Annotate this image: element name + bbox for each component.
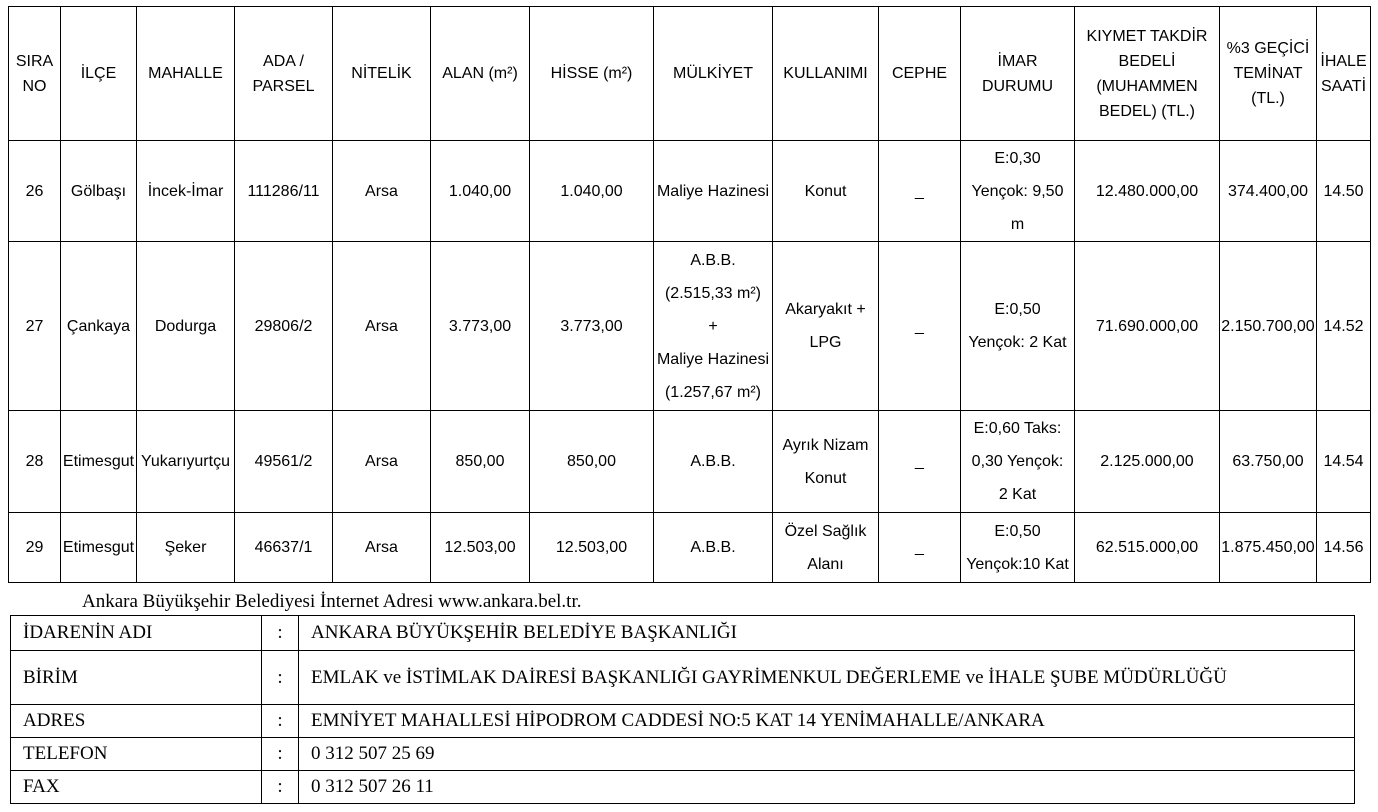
cell-hisse: 3.773,00 <box>530 242 654 411</box>
table-row <box>9 513 1371 583</box>
cell-ada-parsel: 29806/2 <box>235 242 333 411</box>
table-header-row <box>9 7 1371 141</box>
cell-imar: E:0,60 Taks: 0,30 Yençok: 2 Kat <box>961 411 1075 513</box>
cell-ada-parsel: 49561/2 <box>235 411 333 513</box>
cell-mahalle: Dodurga <box>137 242 235 411</box>
info-label: ADRES <box>11 705 262 738</box>
cell-saat: 14.52 <box>1317 242 1371 411</box>
col-header-ihale-saati: İHALE SAATİ <box>1317 7 1371 141</box>
info-row-idare <box>11 616 1355 651</box>
col-header-nitelik: NİTELİK <box>333 7 431 141</box>
cell-imar: E:0,30 Yençok: 9,50 m <box>961 141 1075 242</box>
info-label: BİRİM <box>11 651 262 705</box>
info-label: FAX <box>11 771 262 804</box>
cell-imar: E:0,50 Yençok:10 Kat <box>961 513 1075 583</box>
website-note: Ankara Büyükşehir Belediyesi İnternet Adresi www.ankara.bel.tr. <box>82 591 582 612</box>
info-separator: : <box>262 738 299 771</box>
cell-bedel: 12.480.000,00 <box>1075 141 1220 242</box>
info-value: EMLAK ve İSTİMLAK DAİRESİ BAŞKANLIĞI GAYRİMENKUL DEĞERLEME ve İHALE ŞUBE MÜDÜRLÜĞÜ <box>299 651 1355 705</box>
cell-bedel: 2.125.000,00 <box>1075 411 1220 513</box>
cell-kullanim: Özel Sağlık Alanı <box>773 513 879 583</box>
info-separator: : <box>262 651 299 705</box>
cell-ilce: Çankaya <box>61 242 137 411</box>
cell-bedel: 71.690.000,00 <box>1075 242 1220 411</box>
cell-mahalle: Şeker <box>137 513 235 583</box>
cell-nitelik: Arsa <box>333 242 431 411</box>
table-row <box>9 141 1371 242</box>
info-value: ANKARA BÜYÜKŞEHİR BELEDİYE BAŞKANLIĞI <box>299 616 1355 651</box>
cell-cephe: _ <box>879 242 961 411</box>
col-header-gecici-teminat: %3 GEÇİCİ TEMİNAT (TL.) <box>1220 7 1317 141</box>
cell-sira: 26 <box>9 141 61 242</box>
cell-hisse: 1.040,00 <box>530 141 654 242</box>
info-separator: : <box>262 705 299 738</box>
cell-ada-parsel: 46637/1 <box>235 513 333 583</box>
cell-imar: E:0,50 Yençok: 2 Kat <box>961 242 1075 411</box>
col-header-hisse: HİSSE (m²) <box>530 7 654 141</box>
col-header-sira-no: SIRA NO <box>9 7 61 141</box>
col-header-ada-parsel: ADA / PARSEL <box>235 7 333 141</box>
cell-bedel: 62.515.000,00 <box>1075 513 1220 583</box>
cell-cephe: _ <box>879 411 961 513</box>
table-row <box>9 242 1371 411</box>
cell-alan: 3.773,00 <box>431 242 530 411</box>
col-header-imar-durumu: İMAR DURUMU <box>961 7 1075 141</box>
cell-sira: 27 <box>9 242 61 411</box>
auction-table <box>8 6 1371 583</box>
cell-ilce: Etimesgut <box>61 513 137 583</box>
col-header-mulkiyet: MÜLKİYET <box>654 7 773 141</box>
cell-hisse: 12.503,00 <box>530 513 654 583</box>
cell-hisse: 850,00 <box>530 411 654 513</box>
table-row <box>9 411 1371 513</box>
cell-teminat: 374.400,00 <box>1220 141 1317 242</box>
info-label: İDARENİN ADI <box>11 616 262 651</box>
cell-nitelik: Arsa <box>333 513 431 583</box>
cell-mulkiyet: A.B.B. (2.515,33 m²) + Maliye Hazinesi (1.257,67 m²) <box>654 242 773 411</box>
col-header-cephe: CEPHE <box>879 7 961 141</box>
cell-cephe: _ <box>879 513 961 583</box>
cell-mahalle: İncek-İmar <box>137 141 235 242</box>
info-separator: : <box>262 771 299 804</box>
cell-kullanim: Konut <box>773 141 879 242</box>
cell-alan: 850,00 <box>431 411 530 513</box>
cell-mulkiyet: Maliye Hazinesi <box>654 141 773 242</box>
info-separator: : <box>262 616 299 651</box>
col-header-kullanimi: KULLANIMI <box>773 7 879 141</box>
col-header-ilce: İLÇE <box>61 7 137 141</box>
cell-saat: 14.56 <box>1317 513 1371 583</box>
cell-teminat: 63.750,00 <box>1220 411 1317 513</box>
cell-ilce: Etimesgut <box>61 411 137 513</box>
info-row-fax <box>11 771 1355 804</box>
cell-alan: 12.503,00 <box>431 513 530 583</box>
cell-ilce: Gölbaşı <box>61 141 137 242</box>
cell-kullanim: Ayrık Nizam Konut <box>773 411 879 513</box>
info-value: 0 312 507 26 11 <box>299 771 1355 804</box>
info-row-adres <box>11 705 1355 738</box>
cell-mulkiyet: A.B.B. <box>654 411 773 513</box>
cell-mulkiyet: A.B.B. <box>654 513 773 583</box>
col-header-mahalle: MAHALLE <box>137 7 235 141</box>
cell-alan: 1.040,00 <box>431 141 530 242</box>
cell-saat: 14.50 <box>1317 141 1371 242</box>
info-value: EMNİYET MAHALLESİ HİPODROM CADDESİ NO:5 KAT 14 YENİMAHALLE/ANKARA <box>299 705 1355 738</box>
col-header-alan: ALAN (m²) <box>431 7 530 141</box>
cell-nitelik: Arsa <box>333 141 431 242</box>
col-header-kiymet-takdir-bedeli: KIYMET TAKDİR BEDELİ (MUHAMMEN BEDEL) (TL.) <box>1075 7 1220 141</box>
info-label: TELEFON <box>11 738 262 771</box>
info-value: 0 312 507 25 69 <box>299 738 1355 771</box>
contact-info-table <box>10 615 1355 804</box>
cell-cephe: _ <box>879 141 961 242</box>
info-row-birim <box>11 651 1355 705</box>
cell-nitelik: Arsa <box>333 411 431 513</box>
cell-mahalle: Yukarıyurtçu <box>137 411 235 513</box>
cell-teminat: 2.150.700,00 <box>1220 242 1317 411</box>
cell-sira: 28 <box>9 411 61 513</box>
cell-saat: 14.54 <box>1317 411 1371 513</box>
cell-ada-parsel: 111286/11 <box>235 141 333 242</box>
cell-kullanim: Akaryakıt + LPG <box>773 242 879 411</box>
cell-sira: 29 <box>9 513 61 583</box>
info-row-telefon <box>11 738 1355 771</box>
cell-teminat: 1.875.450,00 <box>1220 513 1317 583</box>
